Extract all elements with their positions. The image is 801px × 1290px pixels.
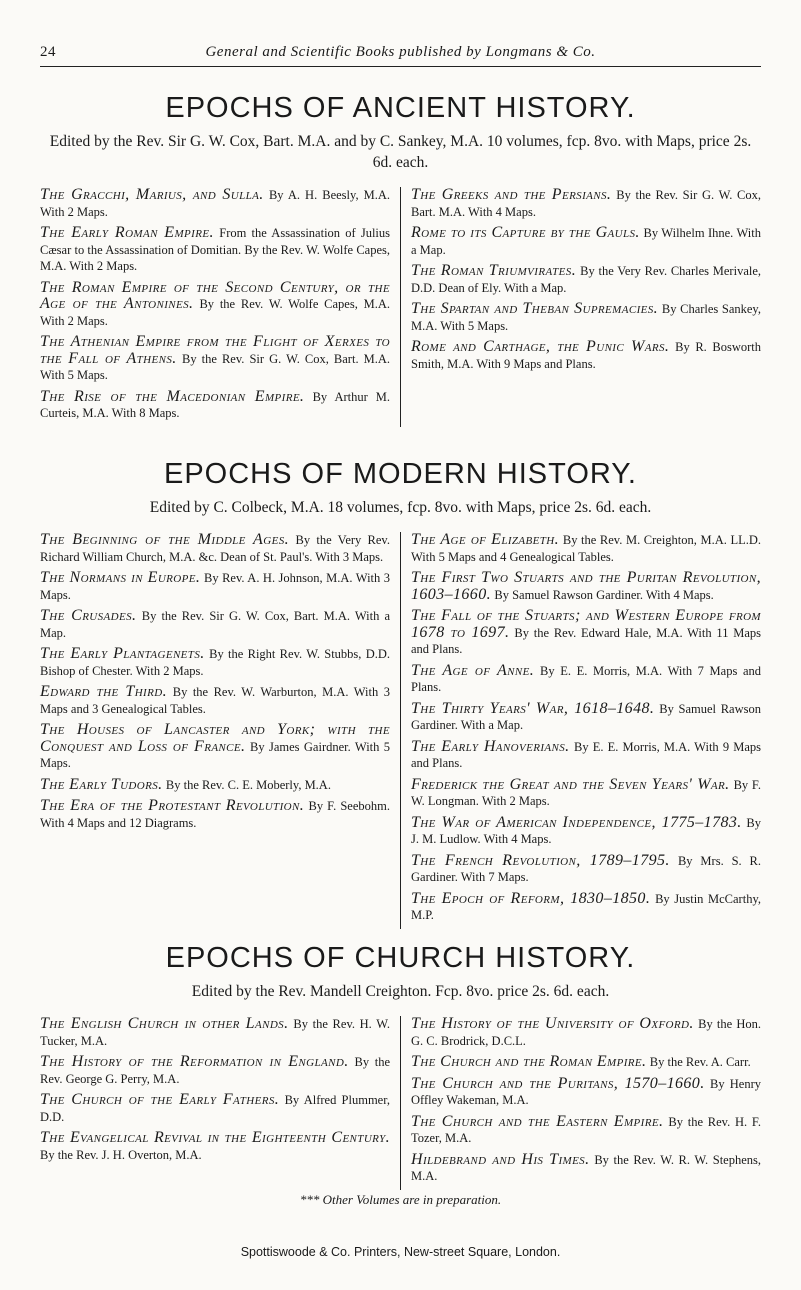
book-desc: By the Hon. G. C. Brodrick, D.C.L. <box>411 1017 761 1048</box>
book-entry <box>40 532 390 565</box>
book-entry <box>40 1092 390 1125</box>
book-entry <box>411 301 761 334</box>
preparation-note: *** Other Volumes are in preparation. <box>299 1191 502 1207</box>
book-entry <box>40 684 390 717</box>
book-title: Frederick the Great and the Seven Years' War. <box>411 775 730 793</box>
book-title: The Normans in Europe. <box>40 569 201 586</box>
right-column <box>401 187 761 427</box>
book-entry <box>411 701 761 734</box>
book-title: The Rise of the Macedonian Empire. <box>40 387 305 405</box>
book-entry <box>411 1114 761 1147</box>
book-desc: By James Gairdner. With 5 Maps. <box>40 739 390 770</box>
book-entry <box>40 798 390 831</box>
book-desc: By Rev. A. H. Johnson, M.A. With 3 Maps. <box>40 571 390 602</box>
editor-line: Edited by the Rev. Mandell Creighton. Fcp. 8vo. price 2s. 6d. each. <box>191 983 610 1000</box>
book-entry <box>40 334 390 384</box>
running-head-title: General and Scientific Books published by Longmans & Co. <box>205 44 596 60</box>
book-entry <box>411 608 761 658</box>
book-desc: By Henry Offley Wakeman, M.A. <box>411 1076 761 1107</box>
section-ancient-history <box>40 92 761 427</box>
running-head <box>40 40 761 67</box>
book-title: Rome and Carthage, the Punic Wars. <box>411 338 670 355</box>
book-desc: By the Rev. George G. Perry, M.A. <box>40 1055 391 1086</box>
book-entry <box>411 339 761 372</box>
book-desc: By the Very Rev. Richard William Church, M.A. &c. Dean of St. Paul's. With 3 Maps. <box>40 533 390 564</box>
book-entry <box>40 1130 390 1163</box>
book-desc: By R. Bosworth Smith, M.A. With 9 Maps and Plans. <box>411 340 762 371</box>
book-desc: By F. Seebohm. With 4 Maps and 12 Diagrams. <box>40 799 391 830</box>
book-desc: By E. E. Morris, M.A. With 9 Maps and Plans. <box>411 739 761 770</box>
left-column <box>40 532 401 929</box>
left-column <box>40 1016 401 1190</box>
printer-imprint: Spottiswoode & Co. Printers, New-street Square, London. <box>240 1245 561 1259</box>
book-entry <box>40 225 390 275</box>
book-entry <box>411 1076 761 1109</box>
book-desc: By the Rev. M. Creighton, M.A. LL.D. With 5 Maps and 4 Genealogical Tables. <box>411 533 762 564</box>
book-desc: By the Rev. Sir G. W. Cox, Bart. M.A. With 4 Maps. <box>411 188 762 219</box>
book-desc: By the Rev. Sir G. W. Cox, Bart. M.A. With a Map. <box>40 609 391 640</box>
book-title: The Age of Anne. <box>411 661 535 679</box>
book-desc: By Samuel Rawson Gardiner. With a Map. <box>411 701 761 732</box>
book-entry <box>411 663 761 696</box>
book-title: The Fall of the Stuarts; and Western Europe from 1678 to 1697. <box>411 607 761 641</box>
book-desc: By the Rev. W. R. W. Stephens, M.A. <box>411 1152 761 1183</box>
book-desc: By Alfred Plummer, D.D. <box>40 1093 390 1124</box>
book-title: The Early Tudors. <box>40 775 163 793</box>
section-heading: EPOCHS OF ANCIENT HISTORY. <box>165 92 636 124</box>
book-desc: By E. E. Morris, M.A. With 7 Maps and Plans. <box>411 663 762 694</box>
book-desc: By Charles Sankey, M.A. With 5 Maps. <box>411 302 761 333</box>
book-title: The Early Hanoverians. <box>411 737 570 755</box>
book-title: The First Two Stuarts and the Puritan Revolution, 1603–1660. <box>411 569 761 603</box>
book-entry <box>40 280 390 330</box>
book-title: The Church and the Roman Empire. <box>411 1053 647 1070</box>
book-desc: By Samuel Rawson Gardiner. With 4 Maps. <box>494 587 714 602</box>
book-desc: By the Very Rev. Charles Merivale, D.D. Dean of Ely. With a Map. <box>411 264 762 295</box>
book-desc: By the Rev. A. Carr. <box>649 1055 751 1069</box>
book-entry <box>40 608 390 641</box>
book-entry <box>40 722 390 772</box>
section-heading: EPOCHS OF CHURCH HISTORY. <box>165 942 636 974</box>
book-title: The History of the Reformation in England. <box>40 1053 349 1070</box>
book-entry <box>411 187 761 220</box>
book-title: Edward the Third. <box>40 683 167 700</box>
book-title: The Age of Elizabeth. <box>411 531 560 548</box>
section-church-history <box>40 942 761 1208</box>
page-number: 24 <box>40 44 56 60</box>
right-column <box>401 532 761 929</box>
book-desc: By the Rev. W. Wolfe Capes, M.A. With 2 Maps. <box>40 297 390 328</box>
book-desc: By Arthur M. Curteis, M.A. With 8 Maps. <box>40 389 390 420</box>
book-desc: By J. M. Ludlow. With 4 Maps. <box>411 815 761 846</box>
book-entry <box>411 853 761 886</box>
book-desc: By the Rev. W. Warburton, M.A. With 3 Maps and 3 Genealogical Tables. <box>40 685 390 716</box>
book-title: The War of American Independence, 1775–1783. <box>411 813 742 831</box>
book-entry <box>411 891 761 924</box>
book-title: The Church and the Puritans, 1570–1660. <box>411 1074 705 1092</box>
book-title: The Church and the Eastern Empire. <box>411 1112 664 1130</box>
book-desc: By the Rev. Sir G. W. Cox, Bart. M.A. With 5 Maps. <box>40 351 391 382</box>
book-title: The Thirty Years' War, 1618–1648. <box>411 699 655 717</box>
book-title: The Roman Empire of the Second Century, or the Age of the Antonines. <box>40 278 390 312</box>
book-entry <box>40 389 390 422</box>
book-title: The Spartan and Theban Supremacies. <box>411 300 659 317</box>
book-entry <box>40 777 390 794</box>
book-title: The History of the University of Oxford. <box>411 1015 694 1032</box>
book-desc: By Mrs. S. R. Gardiner. With 7 Maps. <box>411 853 761 884</box>
book-entry <box>411 263 761 296</box>
book-desc: By the Rev. H. W. Tucker, M.A. <box>40 1017 391 1048</box>
book-desc: By the Rev. H. F. Tozer, M.A. <box>411 1114 761 1145</box>
book-title: The Evangelical Revival in the Eighteenth Century. <box>40 1129 390 1146</box>
book-desc: From the Assassination of Julius Cæsar to the Assassination of Domitian. By the Rev. W. Wolfe Capes, M.A. With 2 Maps. <box>40 226 390 273</box>
book-entry <box>40 570 390 603</box>
book-title: The Early Roman Empire. <box>40 224 214 241</box>
book-title: The Roman Triumvirates. <box>411 262 577 279</box>
book-title: The Athenian Empire from the Flight of Xerxes to the Fall of Athens. <box>40 333 390 367</box>
book-title: The Early Plantagenets. <box>40 645 205 662</box>
book-title: The Church of the Early Fathers. <box>40 1091 280 1108</box>
editor-line: Edited by C. Colbeck, M.A. 18 volumes, fcp. 8vo. with Maps, price 2s. 6d. each. <box>149 499 652 516</box>
editor-line: Edited by the Rev. Sir G. W. Cox, Bart. M.A. and by C. Sankey, M.A. 10 volumes, fcp. 8vo. with Maps, price 2s. 6d. each. <box>49 133 752 171</box>
book-entry <box>40 1016 390 1049</box>
book-desc: By the Rev. C. E. Moberly, M.A. <box>165 777 331 792</box>
book-title: Hildebrand and His Times. <box>411 1150 590 1168</box>
book-title: The Era of the Protestant Revolution. <box>40 797 305 814</box>
book-entry <box>411 570 761 603</box>
book-entry <box>40 1054 390 1087</box>
section-modern-history <box>40 458 761 929</box>
book-title: The Houses of Lancaster and York; with the Conquest and Loss of France. <box>40 721 390 755</box>
book-entry <box>411 777 761 810</box>
book-desc: By the Rev. J. H. Overton, M.A. <box>40 1147 202 1162</box>
book-entry <box>40 187 390 220</box>
book-entry <box>40 646 390 679</box>
book-title: Rome to its Capture by the Gauls. <box>411 224 640 241</box>
book-entry <box>411 225 761 258</box>
book-title: The English Church in other Lands. <box>40 1015 289 1032</box>
book-desc: By the Right Rev. W. Stubbs, D.D. Bishop of Chester. With 2 Maps. <box>40 647 391 678</box>
section-heading: EPOCHS OF MODERN HISTORY. <box>164 458 637 490</box>
book-entry <box>411 1152 761 1185</box>
book-title: The Beginning of the Middle Ages. <box>40 531 289 548</box>
book-title: The Epoch of Reform, 1830–1850. <box>411 889 651 907</box>
book-desc: By A. H. Beesly, M.A. With 2 Maps. <box>40 188 390 219</box>
book-desc: By Justin McCarthy, M.P. <box>411 891 762 922</box>
book-entry <box>411 1016 761 1049</box>
book-title: The Greeks and the Persians. <box>411 186 612 203</box>
book-desc: By F. W. Longman. With 2 Maps. <box>411 777 762 808</box>
book-desc: By Wilhelm Ihne. With a Map. <box>411 226 762 257</box>
book-entry <box>411 815 761 848</box>
book-title: The French Revolution, 1789–1795. <box>411 851 670 869</box>
book-entry <box>411 739 761 772</box>
book-entry <box>411 532 761 565</box>
left-column <box>40 187 401 427</box>
book-desc: By the Rev. Edward Hale, M.A. With 11 Maps and Plans. <box>411 625 761 656</box>
book-title: The Crusades. <box>40 607 137 624</box>
book-title: The Gracchi, Marius, and Sulla. <box>40 186 264 203</box>
right-column <box>401 1016 761 1190</box>
book-entry <box>411 1054 761 1071</box>
